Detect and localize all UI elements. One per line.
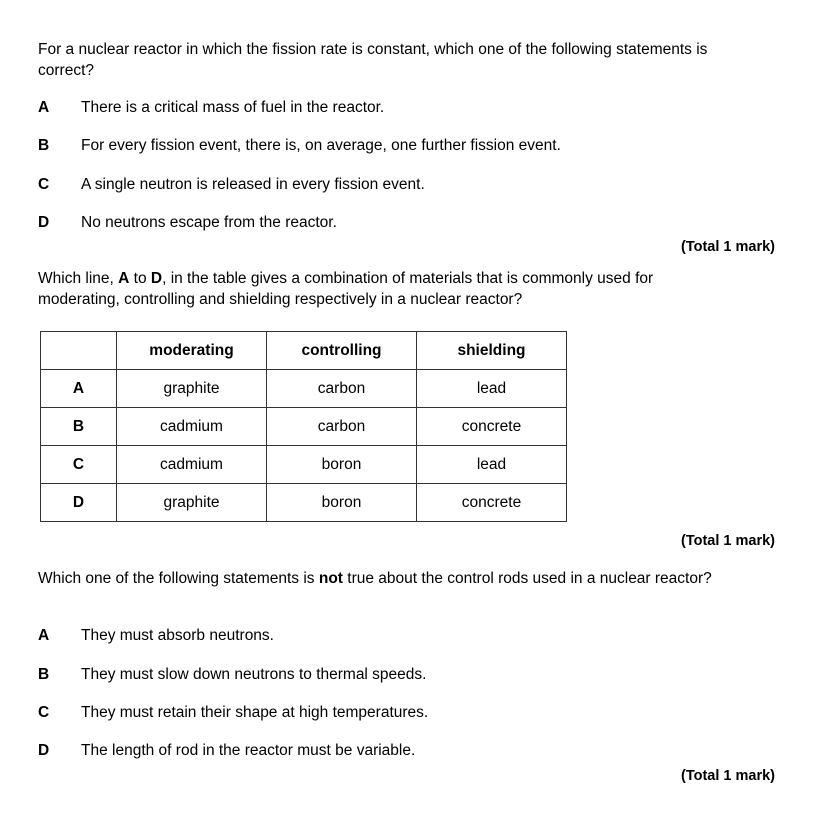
option-letter: D bbox=[38, 742, 50, 759]
table-cell: graphite bbox=[117, 370, 267, 408]
question-2-text bbox=[38, 268, 738, 310]
table-header-cell: shielding bbox=[417, 332, 567, 370]
table-cell: boron bbox=[267, 484, 417, 522]
option-text: For every fission event, there is, on average, one further fission event. bbox=[81, 137, 561, 154]
option-letter: C bbox=[38, 176, 50, 193]
table-cell: lead bbox=[417, 370, 567, 408]
table-row bbox=[41, 446, 567, 484]
materials-table bbox=[40, 331, 567, 522]
option-text: There is a critical mass of fuel in the reactor. bbox=[81, 99, 385, 116]
option-text: No neutrons escape from the reactor. bbox=[81, 214, 337, 231]
table-cell: concrete bbox=[417, 408, 567, 446]
table-cell: cadmium bbox=[117, 408, 267, 446]
q2-text-part: to bbox=[129, 270, 151, 287]
q3-option-a bbox=[38, 625, 274, 647]
table-row-label: C bbox=[41, 446, 117, 484]
q1-option-d bbox=[38, 212, 337, 234]
table-header-cell bbox=[41, 332, 117, 370]
table-cell: carbon bbox=[267, 408, 417, 446]
option-letter: C bbox=[38, 704, 50, 721]
table-cell: cadmium bbox=[117, 446, 267, 484]
option-letter: B bbox=[38, 666, 50, 683]
table-row-label: D bbox=[41, 484, 117, 522]
q2-total-mark: (Total 1 mark) bbox=[680, 533, 775, 549]
q3-option-c bbox=[38, 702, 428, 724]
option-text: A single neutron is released in every fission event. bbox=[81, 176, 425, 193]
table-header-cell: moderating bbox=[117, 332, 267, 370]
q3-text-bold: not bbox=[318, 570, 343, 587]
q1-option-a bbox=[38, 97, 384, 119]
q3-option-d bbox=[38, 740, 415, 762]
table-header-cell: controlling bbox=[267, 332, 417, 370]
q3-text-part: Which one of the following statements is bbox=[38, 570, 319, 587]
table-row-label: A bbox=[41, 370, 117, 408]
q3-option-b bbox=[38, 664, 426, 686]
q2-text-part: Which line, bbox=[38, 270, 119, 287]
option-text: They must retain their shape at high temperatures. bbox=[81, 704, 429, 721]
q2-text-bold: D bbox=[150, 270, 163, 287]
table-cell: carbon bbox=[267, 370, 417, 408]
q2-text-part: , in the table gives a combination of materials that is commonly used for moderating, controlling and shielding respectively in a nuclear reactor? bbox=[38, 270, 654, 308]
table-row bbox=[41, 408, 567, 446]
table-cell: graphite bbox=[117, 484, 267, 522]
table-cell: lead bbox=[417, 446, 567, 484]
option-letter: A bbox=[38, 627, 50, 644]
q1-option-c bbox=[38, 174, 425, 196]
table-cell: concrete bbox=[417, 484, 567, 522]
question-1-text: For a nuclear reactor in which the fission rate is constant, which one of the following statements is correct? bbox=[38, 41, 708, 79]
option-letter: B bbox=[38, 137, 50, 154]
table-row bbox=[41, 484, 567, 522]
q1-total-mark: (Total 1 mark) bbox=[680, 239, 775, 255]
table-header-row bbox=[41, 332, 567, 370]
question-3-text bbox=[38, 568, 738, 589]
option-text: They must absorb neutrons. bbox=[81, 627, 274, 644]
table-row bbox=[41, 370, 567, 408]
table-row-label: B bbox=[41, 408, 117, 446]
option-text: They must slow down neutrons to thermal speeds. bbox=[81, 666, 427, 683]
option-letter: A bbox=[38, 99, 50, 116]
table-cell: boron bbox=[267, 446, 417, 484]
q1-option-b bbox=[38, 135, 561, 157]
option-text: The length of rod in the reactor must be variable. bbox=[81, 742, 416, 759]
q3-text-part: true about the control rods used in a nuclear reactor? bbox=[342, 570, 712, 587]
q2-text-bold: A bbox=[118, 270, 130, 287]
option-letter: D bbox=[38, 214, 50, 231]
q3-total-mark: (Total 1 mark) bbox=[680, 768, 775, 784]
